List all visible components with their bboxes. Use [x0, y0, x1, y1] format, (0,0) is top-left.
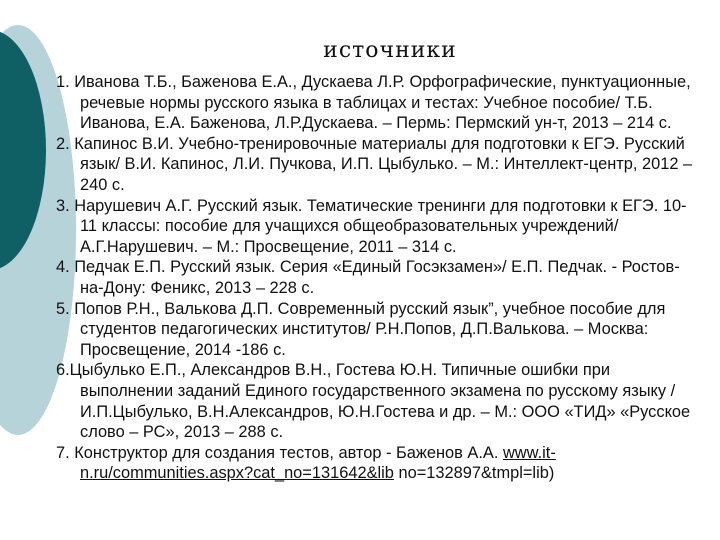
reference-number: 5.	[56, 299, 75, 318]
reference-text: Капинос В.И. Учебно-тренировочные материалы для подготовки к ЕГЭ. Русский язык/ В.И. Капинос, Л.И. Пучкова, И.П. Цыбулько. – М.: Интеллект-центр, 2012 – 240 с.	[74, 134, 693, 194]
reference-number: 4.	[56, 258, 75, 277]
reference-text: Конструктор для создания тестов, автор - Баженов А.А.	[74, 443, 503, 462]
reference-text: Цыбулько Е.П., Александров В.Н., Гостева Ю.Н. Типичные ошибки при выполнении заданий Единого государственного экзамена по русскому языку / И.П.Цыбулько, В.Н.Александров, Ю.Н.Гостева и др. – М.: ООО «ТИД» «Русское слово – РС», 2013 – 288 с.	[69, 361, 691, 442]
reference-item-4	[56, 257, 702, 298]
reference-item-2	[56, 134, 702, 196]
reference-number: 7.	[56, 443, 75, 462]
title-container	[220, 38, 560, 63]
reference-number: 1.	[56, 73, 75, 91]
reference-item-1	[56, 72, 702, 134]
reference-link[interactable]: www.it-n.ru/communities.aspx?cat_no=131642&lib	[80, 443, 556, 483]
reference-number: 2.	[56, 134, 75, 153]
reference-text: Иванова Т.Б., Баженова Е.А., Дускаева Л.Р. Орфографические, пунктуационные, речевые нормы русского языка в таблицах и тестах: Учебное пособие/ Т.Б. Иванова, Е.А. Баженова, Л.Р.Дускаева. – Пермь: Пермский ун-т, 2013 – 214 с.	[74, 73, 691, 133]
reference-text: Педчак Е.П. Русский язык. Серия «Единый Госэкзамен»/ Е.П. Педчак. - Ростов-на-Дону: Феникс, 2013 – 228 с.	[74, 258, 680, 297]
reference-item-7	[56, 443, 702, 484]
reference-number: 6.	[56, 361, 70, 380]
reference-item-3	[56, 196, 702, 258]
reference-list	[56, 72, 702, 484]
reference-text-tail: no=132897&tmpl=lib)	[393, 464, 555, 483]
reference-item-6	[56, 360, 702, 442]
reference-text: Нарушевич А.Г. Русский язык. Тематические тренинги для подготовки к ЕГЭ. 10-11 классы: пособие для учащихся общеобразовательных учреждений/ А.Г.Нарушевич. – М.: Просвещение, 2011 – 314 с.	[74, 196, 687, 256]
page-title: источники	[323, 38, 457, 63]
reference-number: 3.	[56, 196, 75, 215]
reference-item-5	[56, 299, 702, 361]
reference-text: Попов Р.Н., Валькова Д.П. Современный русский язык”, учебное пособие для студентов педагогических институтов/ Р.Н.Попов, Д.П.Валькова. – Москва: Просвещение, 2014 -186 с.	[74, 299, 666, 359]
